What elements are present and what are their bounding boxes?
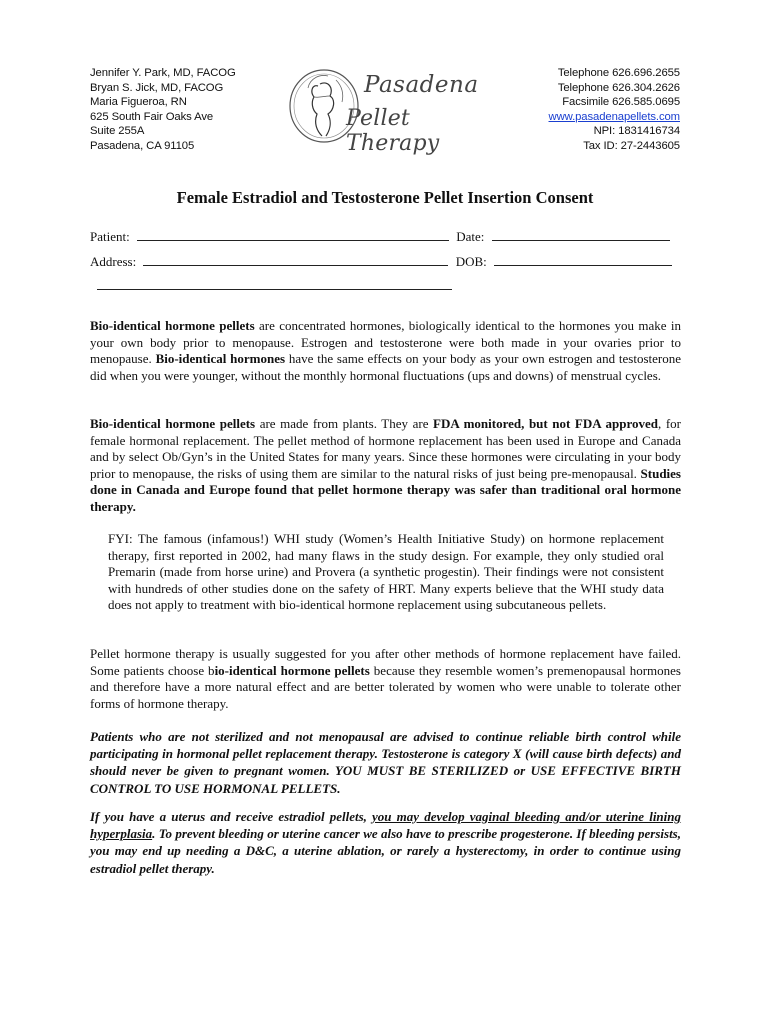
document-title: Female Estradiol and Testosterone Pellet Insertion Consent [176,188,594,207]
tax-id: Tax ID: 27-2443605 [583,139,680,152]
paragraph-pellet-suggestion: Pellet hormone therapy is usually suggested for you after other methods of hormone replacement have failed. Some patients choose bio-identical hormone pellets because they resemble women’s premenopausal hormones and therefore have a more natural effect and are better tolerated by women who were unable to tolerate other forms of hormone therapy. [90,646,681,711]
letterhead [90,66,682,158]
facsimile: Facsimile 626.585.0695 [562,96,680,109]
address-line: 625 South Fair Oaks Ave [90,110,214,123]
address-line: Pasadena, CA 91105 [90,139,195,152]
patient-label: Patient: [90,229,130,244]
patient-field[interactable] [137,229,449,241]
paragraph-fda-status: Bio-identical hormone pellets are made from plants. They are FDA monitored, but not FDA approved, for female hormonal replacement. The pellet method of hormone replacement has been used in Europe and Canada and by select Ob/Gyn’s in the United States for many years. Since these hormones were circulating in your body prior to menopause, the risks of using them are similar to the natural risks of just being pre-menopausal. Studies done in Canada and Europe found that pellet hormone therapy was safer than traditional oral hormone therapy. [90,416,681,514]
dob-label: DOB: [455,254,487,269]
address-line-2-row [97,278,452,294]
address-line: Suite 255A [90,125,145,138]
npi-number: NPI: 1831416734 [593,125,680,138]
address-line: Bryan S. Jick, MD, FACOG [90,81,224,94]
paragraph-fyi-whi-study: FYI: The famous (infamous!) WHI study (Women’s Health Initiative Study) on hormone replacement therapy, first reported in 2002, had many flaws in the study design. For example, they only studied oral Premarin (made from horse urine) and Provera (a synthetic progestin). Their findings were not consistent with hundreds of other studies done on the safety of HRT. Many experts believe that the WHI study data does not apply to treatment with bio-identical hormone replacement using subcutaneous pellets. [108,531,664,613]
logo-text-pellet-therapy: Pellet Therapy [346,106,440,156]
telephone-1: Telephone 626.696.2655 [557,67,680,79]
paragraph-birth-control-warning: Patients who are not sterilized and not menopausal are advised to continue reliable birth control while participating in hormonal pellet replacement therapy. Testosterone is category X (will cause birth defects) and should never be given to pregnant women. YOU MUST BE STERILIZED or USE EFFECTIVE BIRTH CONTROL TO USE HORMONAL PELLETS. [90,729,681,796]
address-line: Jennifer Y. Park, MD, FACOG [90,67,236,79]
logo-text-pasadena: Pasadena [364,72,479,98]
dob-field[interactable] [494,254,672,266]
telephone-2: Telephone 626.304.2626 [557,81,680,94]
contact-block [549,66,680,154]
date-field[interactable] [492,229,670,241]
paragraph-estradiol-bleeding-warning: If you have a uterus and receive estradiol pellets, you may develop vaginal bleeding and/or uterine lining hyperplasia. To prevent bleeding or uterine cancer we also have to prescribe progesterone. If bleeding persists, you may end up needing a D&C, a uterine ablation, or rarely a hysterectomy, in order to continue using estradiol pellet therapy. [90,809,682,876]
date-label: Date: [456,229,485,244]
pasadena-pellet-therapy-logo [284,66,494,156]
address-dob-row [90,254,672,270]
address-line: Maria Figueroa, RN [90,96,187,109]
practice-address-block [90,66,236,154]
paragraph-bio-identical-intro: Bio-identical hormone pellets are concentrated hormones, biologically identical to the hormones you make in your own body prior to menopause. Estrogen and testosterone were both made in your ovaries prior to menopause. Bio-identical hormones have the same effects on your body as your own estrogen and testosterone did when you were younger, without the monthly hormonal fluctuations (ups and downs) of menstrual cycles. [90,318,681,383]
address-field[interactable] [143,254,448,266]
address-field-line-2[interactable] [97,278,452,290]
patient-date-row [90,229,670,245]
website-link[interactable]: www.pasadenapellets.com [548,110,680,123]
address-label: Address: [90,254,137,269]
